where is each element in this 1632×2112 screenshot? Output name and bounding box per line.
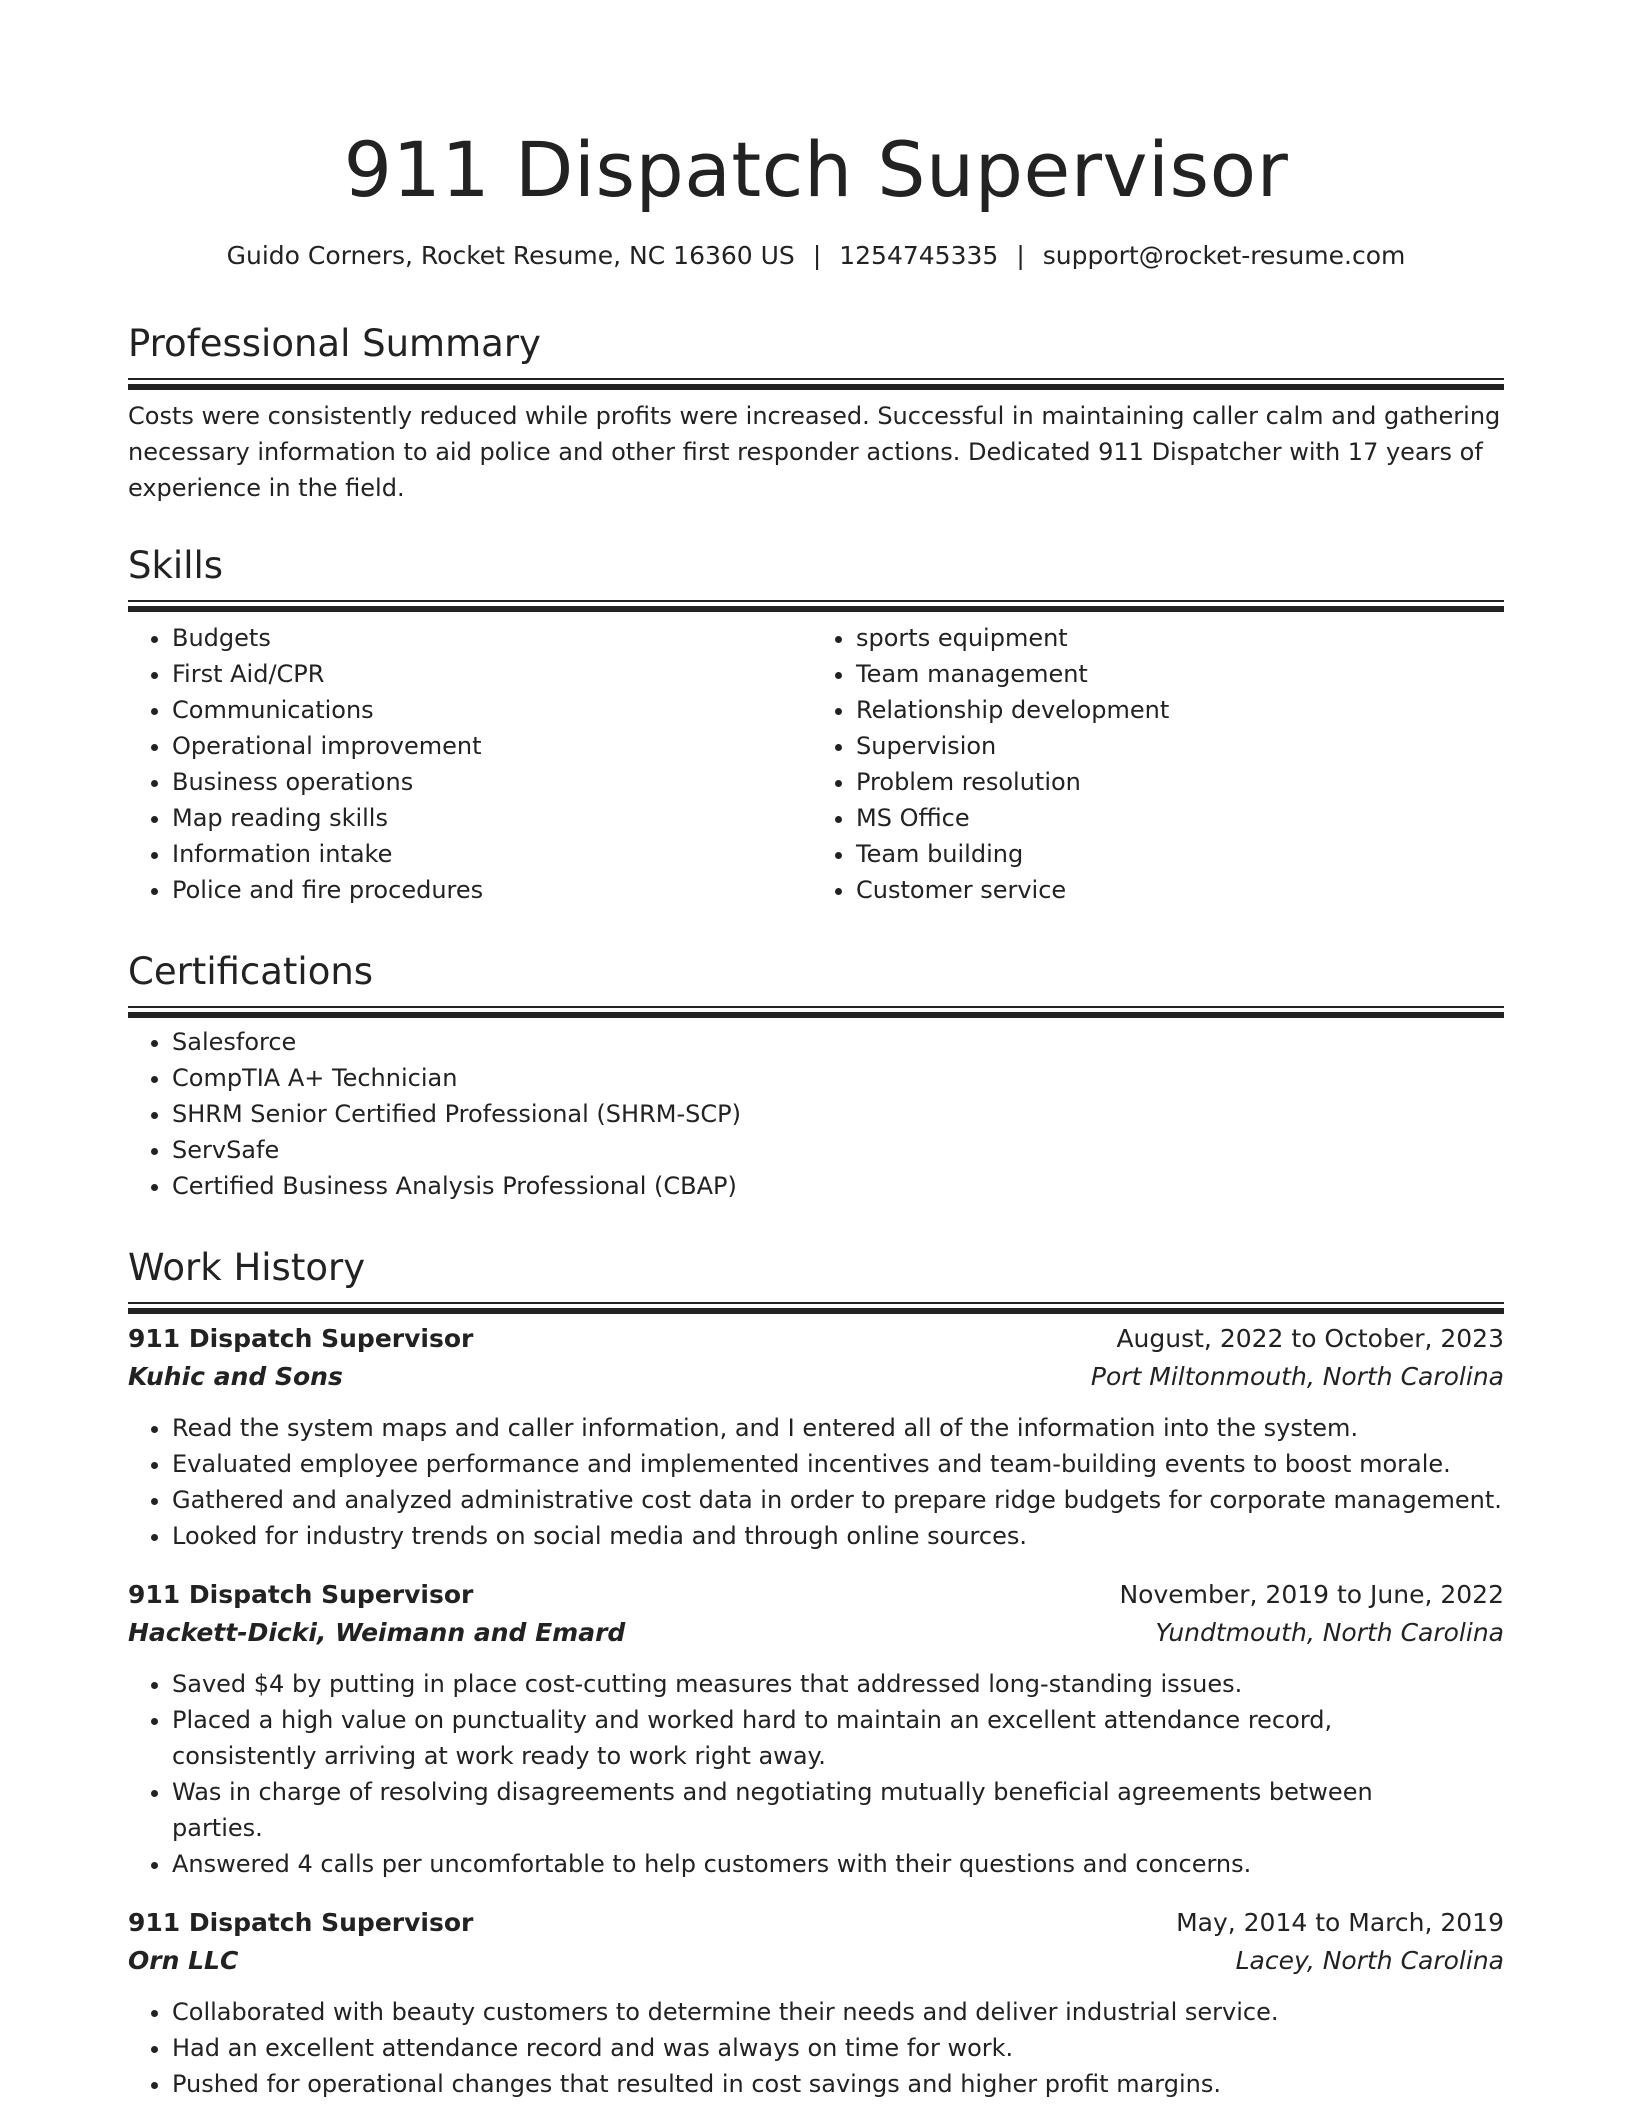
job-title: 911 Dispatch Supervisor [128, 1908, 474, 1937]
job-dates: May, 2014 to March, 2019 [1176, 1908, 1504, 1937]
skill-item: • Supervision [856, 728, 1490, 764]
job-bullet: • Read the system maps and caller information, and I entered all of the information into the system. [172, 1410, 1504, 1446]
resume-title: 911 Dispatch Supervisor [343, 125, 1289, 214]
job-title: 911 Dispatch Supervisor [128, 1580, 474, 1609]
job-location: Lacey, North Carolina [1235, 1946, 1504, 1975]
skills-heading: Skills [128, 544, 224, 587]
skill-item: • MS Office [856, 800, 1490, 836]
job-bullet: • Answered 4 calls per uncomfortable to help customers with their questions and concerns. [172, 1846, 1444, 1882]
job-company: Hackett-Dicki, Weimann and Emard [128, 1618, 626, 1647]
job-header [128, 1320, 1504, 1358]
job-bullet: • Looked for industry trends on social media and through online sources. [172, 1518, 1504, 1554]
skill-item: • Information intake [172, 836, 806, 872]
job-header [128, 1904, 1504, 1942]
section-divider [128, 378, 1504, 380]
summary-heading: Professional Summary [128, 322, 541, 365]
job-company: Orn LLC [128, 1946, 239, 1975]
certification-item: • SHRM Senior Certified Professional (SHRM-SCP) [172, 1096, 1504, 1132]
skill-item: • Map reading skills [172, 800, 806, 836]
skill-item: • Team management [856, 656, 1490, 692]
skill-item: • First Aid/CPR [172, 656, 806, 692]
job-header [128, 1576, 1504, 1614]
contact-separator: | [812, 241, 822, 270]
skills-section [128, 540, 1504, 908]
contact-email[interactable]: support@rocket-resume.com [1042, 241, 1406, 270]
job-subheader [128, 1614, 1504, 1652]
skill-item: • Police and fire procedures [172, 872, 806, 908]
job-bullets [128, 1410, 1504, 1554]
job-subheader [128, 1358, 1504, 1396]
job-subheader [128, 1942, 1504, 1980]
job-dates: November, 2019 to June, 2022 [1119, 1580, 1504, 1609]
job-bullet: • Placed a high value on punctuality and worked hard to maintain an excellent attendance record, consistently arriving at work ready to work right away. [172, 1702, 1444, 1774]
skill-item: • Business operations [172, 764, 806, 800]
certification-item: • Certified Business Analysis Professional (CBAP) [172, 1168, 1504, 1204]
skill-item: • Budgets [172, 620, 806, 656]
job-entry [128, 1904, 1504, 2102]
skill-item: • sports equipment [856, 620, 1490, 656]
job-bullet: • Evaluated employee performance and implemented incentives and team-building events to boost morale. [172, 1446, 1504, 1482]
certifications-heading: Certifications [128, 950, 374, 993]
job-company: Kuhic and Sons [128, 1362, 343, 1391]
job-bullet: • Collaborated with beauty customers to determine their needs and deliver industrial service. [172, 1994, 1504, 2030]
section-divider [128, 1006, 1504, 1008]
certification-item: • CompTIA A+ Technician [172, 1060, 1504, 1096]
summary-section [128, 318, 1504, 506]
skill-item: • Communications [172, 692, 806, 728]
skills-columns [128, 620, 1504, 908]
contact-address: Guido Corners, Rocket Resume, NC 16360 US [226, 241, 795, 270]
job-bullet: • Pushed for operational changes that resulted in cost savings and higher profit margins. [172, 2066, 1504, 2102]
work-history-heading: Work History [128, 1246, 366, 1289]
job-entry [128, 1320, 1504, 1554]
contact-line [128, 236, 1504, 276]
summary-text: Costs were consistently reduced while profits were increased. Successful in maintaining caller calm and gathering necessary information to aid police and other first responder actions. Dedicated 911 Dispatcher with 17 years of experience in the field. [128, 402, 1501, 502]
job-bullets [128, 1994, 1504, 2102]
job-location: Yundtmouth, North Carolina [1155, 1618, 1504, 1647]
skill-item: • Customer service [856, 872, 1490, 908]
contact-separator: | [1016, 241, 1025, 270]
job-bullet: • Had an excellent attendance record and was always on time for work. [172, 2030, 1504, 2066]
job-bullets [128, 1666, 1504, 1882]
skill-item: • Problem resolution [856, 764, 1490, 800]
job-dates: August, 2022 to October, 2023 [1116, 1324, 1504, 1353]
skills-list-right [806, 620, 1490, 908]
skill-item: • Operational improvement [172, 728, 806, 764]
section-divider [128, 600, 1504, 602]
job-bullet: • Gathered and analyzed administrative cost data in order to prepare ridge budgets for corporate management. [172, 1482, 1504, 1518]
job-bullet: • Saved $4 by putting in place cost-cutting measures that addressed long-standing issues. [172, 1666, 1444, 1702]
certifications-section [128, 946, 1504, 1204]
certification-item: • ServSafe [172, 1132, 1504, 1168]
skill-item: • Team building [856, 836, 1490, 872]
section-divider [128, 1302, 1504, 1304]
skill-item: • Relationship development [856, 692, 1490, 728]
work-history-section [128, 1242, 1504, 2102]
certifications-list [128, 1024, 1504, 1204]
job-bullet: • Was in charge of resolving disagreements and negotiating mutually beneficial agreements between parties. [172, 1774, 1444, 1846]
skills-list-left [128, 620, 806, 908]
contact-phone: 1254745335 [839, 241, 999, 270]
job-title: 911 Dispatch Supervisor [128, 1324, 474, 1353]
job-location: Port Miltonmouth, North Carolina [1090, 1362, 1504, 1391]
certification-item: • Salesforce [172, 1024, 1504, 1060]
job-entry [128, 1576, 1504, 1882]
